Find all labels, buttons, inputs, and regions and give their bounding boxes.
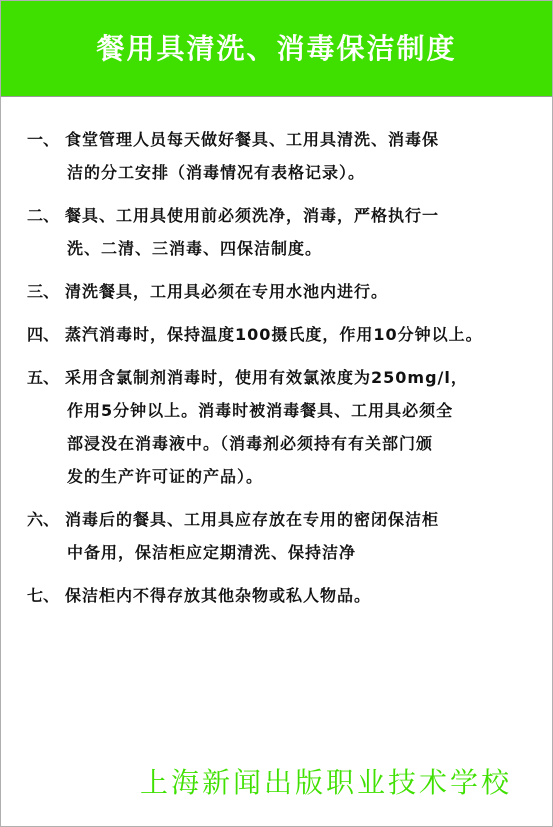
rule-item-2 — [27, 199, 542, 265]
rule-number: 四、 — [27, 325, 60, 344]
rule-item-3 — [27, 275, 542, 308]
rule-line: 发的生产许可证的产品）。 — [67, 467, 264, 486]
rule-line: 清洗餐具，工用具必须在专用水池内进行。 — [65, 282, 389, 301]
rule-text — [65, 123, 542, 189]
rule-text — [65, 579, 542, 612]
rule-number: 一、 — [27, 130, 60, 149]
rule-line: 洁的分工安排（消毒情况有表格记录）。 — [67, 163, 366, 182]
page-title: 餐用具清洗、消毒保洁制度 — [96, 31, 457, 65]
rule-item-6 — [27, 503, 542, 569]
rule-item-4 — [27, 318, 542, 351]
rule-item-1 — [27, 123, 542, 189]
school-name: 上海新闻出版职业技术学校 — [139, 766, 512, 799]
header-banner — [1, 1, 552, 97]
rule-number: 二、 — [27, 206, 60, 225]
rule-line: 消毒后的餐具、工用具应存放在专用的密闭保洁柜 — [65, 510, 440, 529]
rule-text — [65, 318, 542, 351]
rule-line: 作用5分钟以上。消毒时被消毒餐具、工用具必须全 — [67, 401, 454, 420]
rule-line: 中备用，保洁柜应定期清洗、保持洁净 — [67, 543, 357, 562]
rule-text — [65, 503, 542, 569]
rule-text — [65, 275, 542, 308]
rule-number: 七、 — [27, 586, 60, 605]
rule-number: 六、 — [27, 510, 60, 529]
rule-line: 餐具、工用具使用前必须洗净，消毒，严格执行一 — [65, 206, 440, 225]
footer — [1, 761, 552, 801]
rule-item-7 — [27, 579, 542, 612]
rules-list — [27, 123, 542, 622]
rule-line: 采用含氯制剂消毒时，使用有效氯浓度为250mg/l， — [65, 368, 468, 387]
rule-text — [65, 361, 542, 493]
rule-text — [65, 199, 542, 265]
rule-line: 洗、二清、三消毒、四保洁制度。 — [67, 239, 323, 258]
rule-line: 保洁柜内不得存放其他杂物或私人物品。 — [65, 586, 372, 605]
rule-line: 蒸汽消毒时，保持温度100摄氏度，作用10分钟以上。 — [65, 325, 483, 344]
rule-number: 三、 — [27, 282, 60, 301]
rule-line: 食堂管理人员每天做好餐具、工用具清洗、消毒保 — [65, 130, 440, 149]
rule-number: 五、 — [27, 368, 60, 387]
rule-item-5 — [27, 361, 542, 493]
rule-line: 部浸没在消毒液中。（消毒剂必须持有有关部门颁 — [67, 434, 434, 453]
